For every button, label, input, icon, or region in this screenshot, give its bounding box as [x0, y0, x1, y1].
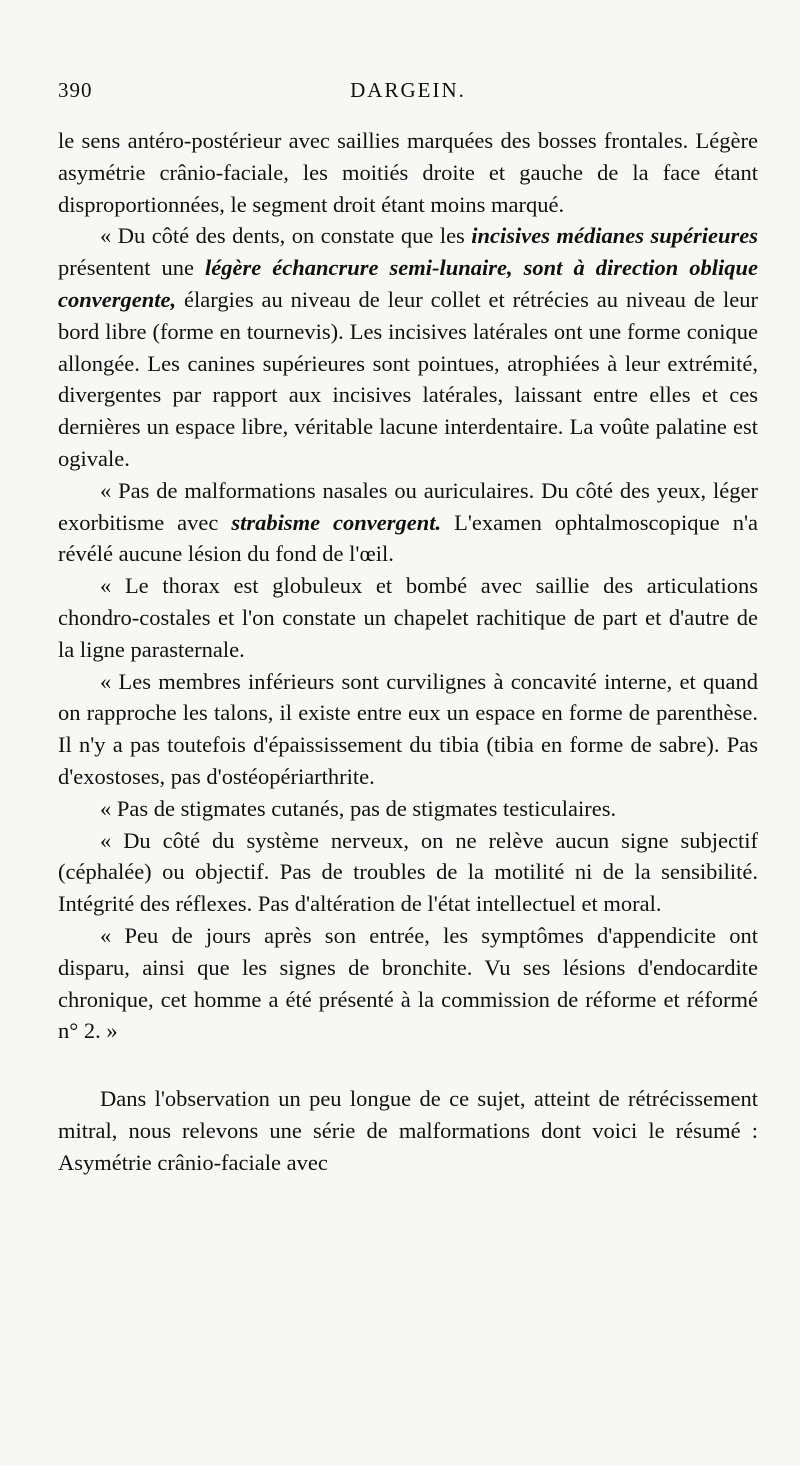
paragraph-continuation: [58, 125, 758, 220]
text-run: « Pas de stigmates cutanés, pas de stigmates testiculaires.: [100, 795, 617, 821]
running-header: [58, 78, 758, 103]
paragraph-summary: [58, 1083, 758, 1178]
emphasis-run: strabisme convergent.: [231, 509, 442, 535]
text-run: « Du côté des dents, on constate que les: [100, 223, 472, 249]
emphasis-run: incisives médianes supérieures: [471, 223, 758, 249]
paragraph-limbs: [58, 666, 758, 793]
text-run: « Peu de jours après son entrée, les symptômes d'appendicite ont disparu, ainsi que les signes de bronchite. Vu ses lésions d'endocardite chronique, cet homme a été présenté à la commission de réforme et réformé n° 2. »: [58, 922, 758, 1044]
page-number: 390: [58, 78, 93, 102]
paragraph-stigmata: [58, 793, 758, 825]
text-run: le sens antéro-postérieur avec saillies marquées des bosses frontales. Légère asymétrie crânio-faciale, les moitiés droite et gauche de la face étant disproportionnées, le segment droit étant moins marqué.: [58, 128, 758, 217]
paragraph-outcome: [58, 920, 758, 1047]
running-title: DARGEIN.: [350, 78, 466, 102]
paragraph-eyes: [58, 475, 758, 570]
text-run: « Le thorax est globuleux et bombé avec saillie des articulations chondro-costales et l'on constate un chapelet rachitique de part et d'autre de la ligne parasternale.: [58, 573, 758, 662]
emphasis-run: légère échancrure semi-lunaire, sont à direction oblique convergente,: [58, 255, 758, 312]
paragraph-nervous-system: [58, 825, 758, 920]
text-run: L'examen ophtalmoscopique n'a révélé aucune lésion du fond de l'œil.: [58, 509, 758, 567]
text-run: élargies au niveau de leur collet et rétrécies au niveau de leur bord libre (forme en tournevis). Les incisives latérales ont une forme conique allongée. Les canines supérieures sont pointues, atrophiées à leur extrémité, divergentes par rapport aux incisives latérales, laissant entre elles et ces dernières un espace libre, véritable lacune interdentaire. La voûte palatine est ogivale.: [58, 286, 758, 471]
paragraph-teeth: [58, 220, 758, 474]
text-run: Dans l'observation un peu longue de ce sujet, atteint de rétrécissement mitral, nous relevons une série de malformations dont voici le résumé : Asymétrie crânio-faciale avec: [58, 1086, 758, 1175]
paragraph-thorax: [58, 570, 758, 665]
body-text: [58, 125, 758, 1179]
text-run: « Pas de malformations nasales ou auriculaires. Du côté des yeux, léger exorbitisme avec: [58, 477, 758, 535]
text-run: présentent une: [58, 255, 205, 281]
text-run: « Du côté du système nerveux, on ne relève aucun signe subjectif (céphalée) ou objectif. Pas de troubles de la motilité ni de la sensibilité. Intégrité des réflexes. Pas d'altération de l'état intellectuel et moral.: [58, 827, 758, 917]
text-run: « Les membres inférieurs sont curvilignes à concavité interne, et quand on rapproche les talons, il existe entre eux un espace en forme de parenthèse. Il n'y a pas toutefois d'épaississement du tibia (tibia en forme de sabre). Pas d'exostoses, pas d'ostéopériarthrite.: [58, 668, 758, 789]
